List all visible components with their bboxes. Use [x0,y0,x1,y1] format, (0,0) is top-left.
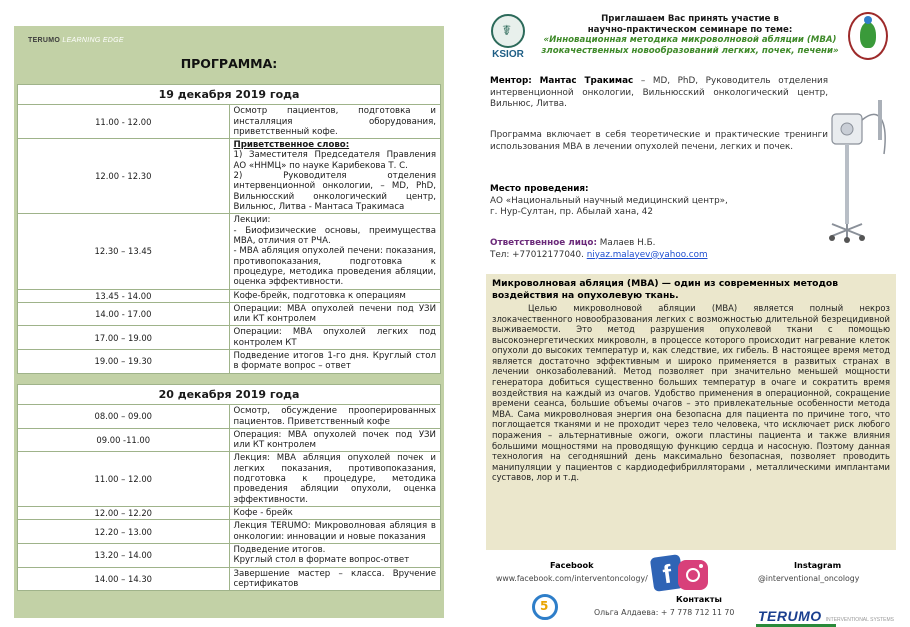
schedule-day2-table [17,384,441,591]
info-panel [482,0,902,623]
table-row: 12.30 – 13.45 Лекции: - Биофизические основы, преимущества МВА, отличия от РЧА. - МВА абляция опухолей печени: показания, противопоказания, подготовка к процедуре, методика проведения абляции, оценка эффективности. [18,214,441,289]
program-description: Программа включает в себя теоретические и практические тренинги использования МВА в лечении опухолей печени, легких и почек. [490,130,828,152]
table-row: 14.00 – 14.30 Завершение мастер – класса. Вручение сертификатов [18,567,441,591]
terumo-logo: TERUMO INTERVENTIONAL SYSTEMS [758,608,894,626]
day2-title: 20 декабря 2019 года [18,385,441,405]
table-row: 09.00 -11.00 Операция: МВА опухолей почек под УЗИ или КТ контролем [18,428,441,452]
table-row: 14.00 - 17.00 Операции: МВА опухолей печени под УЗИ или КТ контролем [18,302,441,326]
instagram-link[interactable]: @interventional_oncology [758,574,860,583]
table-row: 11.00 - 12.00 Осмотр пациентов, подготовка и инсталляция оборудования, приветственный кофе. [18,105,441,139]
schedule-day1-table [17,84,441,374]
venue-info: Место проведения: АО «Национальный научный медицинский центр», г. Нур-Султан, пр. Абылай хана, 42 [490,184,728,218]
table-row: 17.00 – 19.00 Операции: МВА опухолей легких под контролем КТ [18,326,441,350]
table-row: 19.00 – 19.30 Подведение итогов 1-го дня. Круглый стол в формате вопрос – ответ [18,350,441,374]
instagram-icon[interactable] [678,560,708,590]
invitation-header: Приглашаем Вас принять участие в научно-практическом семинаре по теме: «Инновационная методика микроволновой абляции (МВА) злокачественных новообразований легких, почек, печени» [541,14,839,57]
email-link[interactable]: niyaz.malayev@yahoo.com [586,249,708,260]
day1-title: 19 декабря 2019 года [18,85,441,105]
mentor-info: Ментор: Мантас Тракимас – MD, PhD, Руководитель отделения интервенционной онкологии, Вильнюсский онкологический центр, Вильнюс, Литва. [490,76,828,110]
terumo-learning-edge-brand: TERUMO LEARNING EDGE [28,37,124,44]
responsible-person: Ответственное лицо: Малаев Н.Б. Тел: +77012177040. niyaz.malayev@yahoo.com [490,238,708,260]
table-row: 12.00 – 12.20 Кофе - брейк [18,507,441,520]
table-row: 11.00 – 12.00 Лекция: МВА абляция опухолей почек и легких показания, противопоказания, подготовка к процедуре, методика проведения абляции опухоли, оценка эффективности. [18,452,441,507]
organization-logo: 5 [532,594,558,620]
program-panel [14,26,444,618]
table-row: 13.20 – 14.00 Подведение итогов. Круглый стол в формате вопрос-ответ [18,543,441,567]
program-title: ПРОГРАММА: [180,56,278,71]
ksior-logo: ☤ KSIOR [486,14,530,64]
table-row: 12.20 – 13.00 Лекция TERUMO: Микроволновая абляция в онкологии: инновации и новые показания [18,520,441,544]
table-row: 12.00 - 12.30 Приветственное слово: 1) Заместителя Председателя Правления АО «ННМЦ» по науке Карибекова Т. С. 2) Руководителя отделения интервенционной онкологии, – MD, PhD, Вильнюсский онкологический центр, Вильнюс, Литва - Мантаса Тракимаса [18,139,441,214]
mwa-article [486,274,896,550]
facebook-link[interactable]: www.facebook.com/interventoncology/ [496,574,648,583]
article-heading: Микроволновая абляция (МВА) — один из современных методов воздействия на опухолевую ткань. [492,278,839,301]
leaf-icon [860,22,876,48]
mwa-generator-image [826,94,896,246]
article-body: Целью микроволновой абляции (МВА) является полный некроз злокачественного новообразования легких с возможностью длительной безрецидивной выживаемости. Это метод разрушения опухолевой ткани с помощью высокоэнергетических микроволн, в процессе которого происходит нагревание клеток опухоли до высоких температур и, как следствие, их гибель. В настоящее время метод является достаточно эффективным и широко применяется в развитых странах в лечении онкозаболеваний. Метод позволяет при значительно меньшей мощности генератора добиться существенно больших температур в очаге и сократить время воздействия на каждый из очагов. Удобство применения в операционной, сокращение времени сеанса, большие объемы очагов – это привлекательные особенности метода МВА. Сама микроволновая энергия она безопасна для пациента по причине того, что поглощается тканями и не проходит через тело человека, что исключает риск любого поражения – альтернативные ожоги, ожоги пластины пациента и также влияния большими мощностями на проводящую функцию сердца и насосную. Поэтому данная технология на сегодняшний день максимально безопасная, позволяет проводить манипуляции у пациентов с кардиодефибрилляторами , металлическими имплантами суставов, лор и т.д. [492,303,890,483]
ksior-emblem-icon: ☤ [491,14,525,48]
facebook-icon[interactable]: f [650,554,684,592]
drop-icon [864,16,872,24]
table-row: 08.00 – 09.00 Осмотр, обсуждение прооперированных пациентов. Приветственный кофе [18,405,441,429]
medical-center-logo [848,12,890,62]
contact-phone: Ольга Алдаева: + 7 778 712 11 70 [594,608,735,617]
contacts-footer: Facebook www.facebook.com/interventoncology/ f Instagram @interventional_oncology 5 Контакты Ольга Алдаева: + 7 778 712 11 70 TERUMO INTERVENTIONAL SYSTEMS [482,556,902,623]
table-row: 13.45 - 14.00 Кофе-брейк, подготовка к операциям [18,289,441,302]
